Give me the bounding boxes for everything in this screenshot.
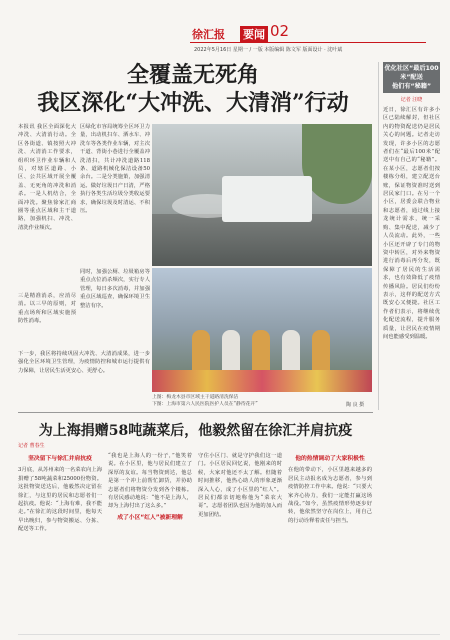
second-subhead: 他的热情调动了大家积极性 — [295, 456, 365, 462]
second-subhead: 成了小区“红人”被新理解 — [117, 514, 183, 521]
second-paragraph: “我也是上海人的一份子，”他笑着说。在小区里，他与居民们建立了深厚的友谊。每当物资到达，他总是第一个冲上前帮忙卸货，并协助志愿者们将物资分发到各个楼栋。有居民感动地说：“他不是上海人，却为上海付出了这么多。” — [108, 453, 192, 510]
section-divider — [18, 412, 373, 413]
lead-headline-line2: 我区深化“大冲洗、大清消”行动 — [37, 89, 349, 116]
lead-paragraph: 三是精准消杀，应消尽消。以三早的原则，对重点场所和区域实施预防性消毒。 — [18, 293, 76, 325]
sidebar-headline — [383, 62, 440, 93]
photo-cleaning-truck — [222, 176, 312, 222]
second-column-4 — [288, 452, 372, 632]
sidebar-headline-line1: 优化社区“最后100米”配送 — [384, 65, 439, 81]
lead-paragraph: 本报讯 我区全面深化大冲洗、大清消行动。全区各街道、镇按照大冲洗、大清消工作要求，组织环卫作业车辆和人员，对辖区道路、小区、公共区域开展全覆盖、无死角的冲洗和消杀。一是人机结合，全面冲洗。聚焦徐家汇商圈等重点区域和主干道路，加强机扫、冲洗、清洗作业频次。 — [18, 124, 76, 231]
masthead-meta: 2022年5月16日 星期一 / 一版 本版编辑 陈文军 版面设计 · 沈叶斌 — [194, 47, 343, 53]
sidebar-headline-line2: 他们有“秘籍” — [391, 83, 432, 90]
sidebar-byline: 记者 汪晓 — [400, 97, 423, 103]
section-label: 要闻 — [240, 26, 268, 42]
second-headline: 为上海捐赠58吨蔬菜后，他毅然留在徐汇并肩抗疫 — [38, 423, 353, 439]
photo-flowers — [152, 370, 372, 392]
lead-column-left-2 — [18, 292, 76, 348]
second-paragraph: 守住小区门、就是守护我们这一道门。小区居民回忆说，他刚来的时候，大家对他还不太了解。但随着时间推移，他热心助人的形象逐渐深入人心，成了小区里的“红人”。居民们都亲切地称他为“菜农大哥”。志愿者团队也因为他的加入而更加团结。 — [198, 453, 282, 518]
lead-headline — [18, 62, 368, 117]
lead-photo-street-washing — [152, 124, 372, 266]
masthead — [190, 22, 430, 62]
lead-column-left — [18, 123, 76, 293]
page-number: 02 — [270, 22, 290, 40]
second-byline: 记者 曹春生 — [18, 443, 45, 449]
second-subhead: 坚决留下与徐汇并肩抗疫 — [28, 456, 92, 462]
lead-column-mid — [80, 268, 150, 348]
second-column-2 — [108, 452, 192, 632]
sidebar-story — [378, 62, 440, 410]
lead-column-bottom — [18, 350, 150, 392]
second-paragraph: 3月底，从苏州来的一名菜农向上海捐赠了58吨蔬菜和25000份物资。这批物资送达后，他毅然决定留在徐汇，与这里的居民和志愿者们一起抗疫。他说：“上海有难，我不能走。”在徐汇的这段时间里，他每天早出晚归，参与物资搬运、分拣、配送等工作。 — [18, 467, 102, 533]
second-column-3 — [198, 452, 282, 632]
bottom-rule — [18, 634, 440, 635]
lead-paragraph: 同时，加强公厕、垃圾箱房等重点点位消杀频次，实行专人管理，每日多次消毒，并加强重点区域巡查，确保环境卫生整洁有序。 — [80, 269, 150, 309]
lead-paragraph: 区绿化市容局统筹全区环卫力量，出动机扫车、洒水车、冲洗车等各类作业车辆，对主次干道、背街小巷进行全覆盖冲洗清扫，共计冲洗道路118条、道路机械化保洁设备50余台。二是分类施策，加强清运。做好垃圾日产日清，严格执行各类生活垃圾分类收运要求，确保垃圾及时清运、不积压。 — [80, 124, 150, 215]
newspaper-logo: 徐汇报 — [192, 28, 225, 41]
sidebar-body: 近日，徐汇区有许多小区已陆续解封，但社区内的物资配送仍是居民关心的问题。记者走访发现，许多小区的志愿者们在“最后100米”配送中有自己的“秘籍”。在某小区，志愿者们按楼栋分组，建立配送台账，保证物资准时送到居民家门口。在另一个小区，居委会联合物业和志愿者，通过线上接龙统计需求，统一采购、集中配送，减少了人员流动。此外，一些小区还开辟了专门的物资中转区，对外来物资进行消毒后再分发，既保障了居民的生活需求，也有效降低了疫情传播风险。居民们纷纷表示，这样的配送方式既安心又便捷。社区工作者们表示，将继续优化配送流程，提升服务质量，让居民在疫情期间也能感受到温暖。 — [383, 107, 440, 340]
second-paragraph: 在他的带动下，小区里越来越多的居民主动报名成为志愿者，参与到疫情防控工作中来。他说：“只要大家齐心协力，我们一定能打赢这场战役。”如今，虽然疫情形势逐步好转，他依然坚守在岗位上，用自己的行动诠释着责任与担当。 — [288, 467, 372, 524]
lead-photo-medical-staff — [152, 268, 372, 392]
lead-paragraph: 下一步，我区将持续巩固大冲洗、大清消成果，进一步强化全区环境卫生管理，为疫情防控和城市运行提供有力保障，让居民生活更安心、更舒心。 — [18, 351, 150, 374]
photo-tree — [302, 124, 372, 204]
photo-caption-bottom: 下图：上海市第六人民医院医护人员在“静待花开” — [152, 402, 258, 407]
masthead-rule — [190, 42, 426, 43]
lead-headline-line1: 全覆盖无死角 — [126, 62, 259, 88]
photo-credit: 陶 良 摄 — [346, 402, 365, 408]
photo-caption — [152, 394, 372, 408]
photo-caption-top: 上图：梅龙木县市区域主干道路清洗保洁 — [152, 395, 239, 400]
second-column-1 — [18, 452, 102, 632]
